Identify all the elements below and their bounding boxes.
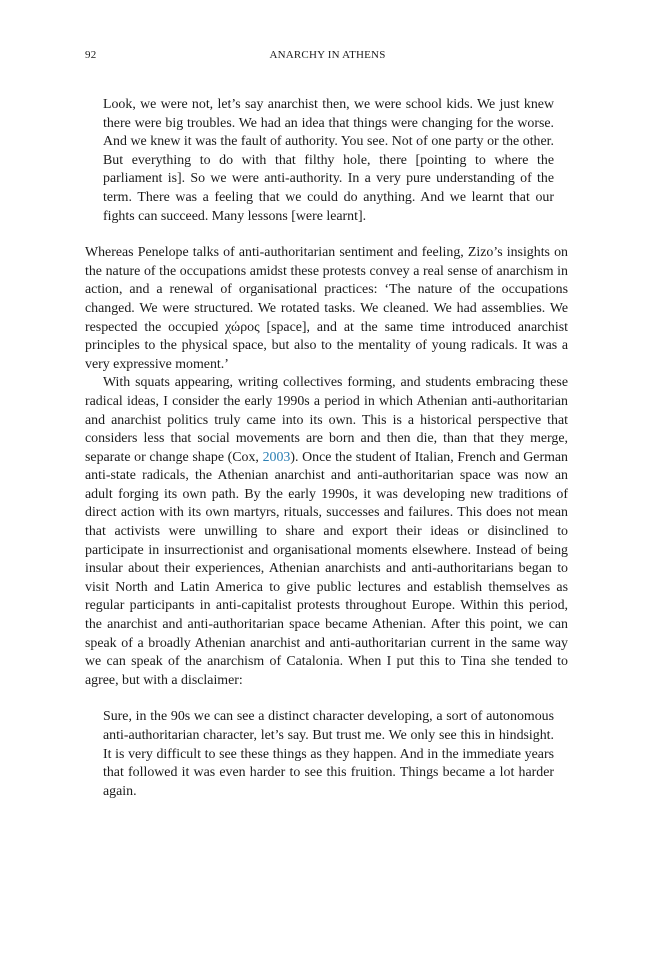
block-quote-tina: Sure, in the 90s we can see a distinct character developing, a sort of autonomous anti-authoritarian character, let’s say. But trust me. We only see this in hindsight. It is very difficult to see these things as they happen. And in the immediate years that followed it was even harder to see this fruition. Things became a lot harder again. — [103, 709, 554, 799]
paragraph-text-start: With squats appearing, writing collectives forming, and students embracing these radical ideas, I consider the early 1990s a period in which Athenian anti-authoritarian and anarchist politics truly came into its own. This is a historical perspective that considers less that social movements are born and then die, than that they merge, separate or change shape (Cox, — [85, 375, 568, 465]
page-body — [85, 96, 568, 801]
paragraph-zizo: Whereas Penelope talks of anti-authoritarian sentiment and feeling, Zizo’s insights on the nature of the occupations amidst these protests convey a real sense of anarchism in action, and a renewal of organisational practices: ‘The nature of the occupations changed. We were structured. We rotated tasks. We cleaned. We had assemblies. We respected the occupied χώρος [space], and at the same time introduced anarchist principles to the physical space, but also to the mentality of young radicals. It was a very expressive moment.’ — [85, 245, 568, 372]
block-quote-penelope: Look, we were not, let’s say anarchist then, we were school kids. We just knew there were big troubles. We had an idea that things were changing for the worse. And we knew it was the fault of authority. You see. Not of one party or the other. But everything to do with that filthy hole, there [pointing to where the parliament is]. So we were anti-authority. In a very pure understanding of the term. There was a feeling that we could do anything. And we learnt that our fights can succeed. Many lessons [were learnt]. — [103, 97, 554, 224]
page-header — [85, 49, 570, 65]
running-head: ANARCHY IN ATHENS — [269, 49, 386, 61]
paragraph-athenian-current — [85, 374, 568, 690]
paragraph-text-end: ). Once the student of Italian, French and German anti-state radicals, the Athenian anarchist and anti-authoritarian space was now an adult forging its own path. By the early 1990s, it was developing new traditions of direct action with its own martyrs, rituals, successes and failures. This does not mean that activists were unwilling to share and export their ideas or disinclined to participate in insurrectionist and organisational moments elsewhere. Instead of being insular about their experiences, Athenian anarchists and anti-authoritarians began to visit North and Latin America to give public lectures and establish themselves as regular participants in anti-capitalist protests throughout Europe. Within this period, the anarchist and anti-authoritarian space became Athenian. After this point, we can speak of a broadly Athenian anarchist and anti-authoritarian current in the same way we can speak of the anarchism of Catalonia. When I put this to Tina she tended to agree, but with a disclaimer: — [85, 449, 569, 688]
citation-link-cox-2003[interactable]: 2003 — [262, 449, 291, 465]
page-number: 92 — [85, 49, 97, 61]
